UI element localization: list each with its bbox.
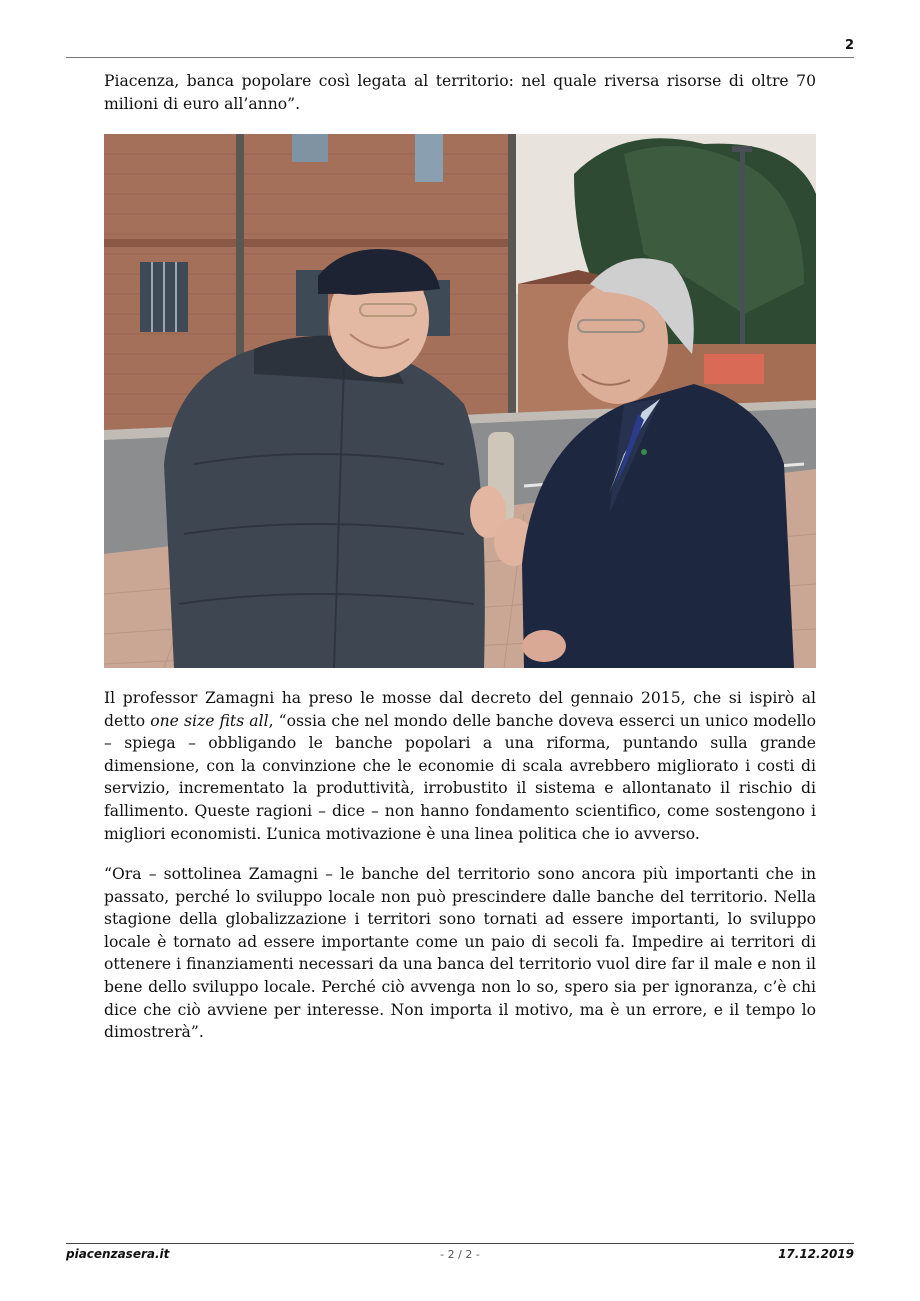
p2-text-end: , “ossia che nel mondo delle banche doveva esserci un unico modello – spiega – obbligando le banche popolari a una riforma, puntando sulla grande dimensione, con la convinzione che le economie di scala avrebbero migliorato i costi di servizio, incrementato la produttività, irrobustito il sistema e allontanato il rischio di fallimento. Queste ragioni – dice – non hanno fondamento scientifico, come sostengono i migliori economisti. L’unica motivazione è una linea politica che io avverso. xyxy=(104,711,817,843)
article-paragraph-3: “Ora – sottolinea Zamagni – le banche del territorio sono ancora più importanti che in passato, perché lo sviluppo locale non può prescindere dalle banche del territorio. Nella stagione della globalizzazione i territori sono tornati ad essere importanti, lo sviluppo locale è tornato ad essere importante come un paio di secoli fa. Impedire ai territori di ottenere i finanziamenti necessari da una banca del territorio vuol dire far il male e non il bene dello sviluppo locale. Perché ciò avvenga non lo so, spero sia per ignoranza, c’è chi dice che ciò avviene per interesse. Non importa il motivo, ma è un errore, e il tempo lo dimostrerà”. xyxy=(104,865,816,1042)
footer-date: 17.12.2019 xyxy=(778,1247,854,1261)
article-paragraph-2 xyxy=(104,687,816,845)
article-photo xyxy=(104,134,816,668)
footer-rule xyxy=(66,1243,854,1244)
footer-site-link[interactable]: piacenzasera.it xyxy=(66,1247,170,1261)
header-rule xyxy=(66,57,854,58)
article-paragraph-1: Piacenza, banca popolare così legata al territorio: nel quale riversa risorse di oltre 70 milioni di euro all’anno”. xyxy=(104,72,816,113)
footer-pagination: - 2 / 2 - xyxy=(440,1248,480,1261)
p2-italic-phrase: one size fits all xyxy=(150,711,269,730)
p2-text-start: Il professor Zamagni ha preso le mosse dal decreto del gennaio 2015, che si ispirò al detto xyxy=(104,689,816,730)
page-number: 2 xyxy=(844,38,854,53)
